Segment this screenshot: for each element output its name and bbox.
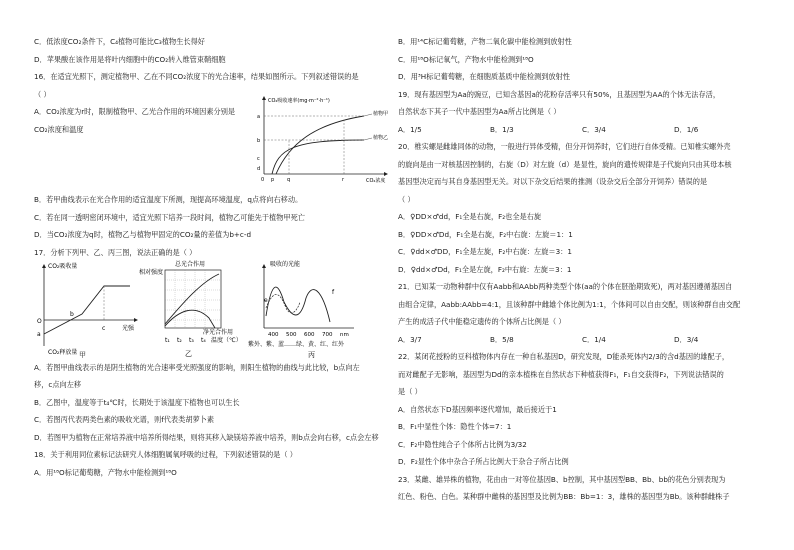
q17c-tick-nm: nm bbox=[340, 331, 349, 338]
q17b-side: 净光合作用 bbox=[203, 328, 234, 336]
q17-option-c: C．若图丙代表两类色素的吸收光谱，则f代表类胡萝卜素 bbox=[34, 415, 215, 424]
q17c-tick-700: 700 bbox=[322, 331, 333, 338]
q16-paren: （ ） bbox=[34, 89, 51, 99]
q20-stem-3: 基因型决定而与其自身基因型无关。对以下杂交后结果的推测（设杂交后全部分开饲养）错误的是 bbox=[398, 177, 708, 186]
q21-options bbox=[398, 334, 768, 345]
q17c-title: 吸收的光能 bbox=[270, 260, 301, 268]
q22-stem-1: 22．某闭花授粉的豆科植物体内存在一种自私基因D，研究发现，D能杀死体内2/3的含d基因的雄配子， bbox=[398, 352, 730, 361]
q16-xlabel: CO₂浓度 bbox=[366, 178, 386, 184]
q16-option-a2: CO₂浓度和温度 bbox=[34, 124, 84, 134]
q16-ytick-a: a bbox=[257, 114, 261, 120]
q16-xtick-q: q bbox=[287, 177, 291, 183]
q22-stem-3: 是（ ） bbox=[398, 387, 422, 396]
q21-option-d: D．3/4 bbox=[674, 334, 699, 344]
q17a-ylabel: CO₂吸收量 bbox=[48, 262, 78, 270]
q16-figure bbox=[254, 94, 394, 186]
q17b-xlabel: 温度（℃） bbox=[211, 336, 242, 344]
q17c-curve-e: e bbox=[264, 296, 268, 304]
q16-option-b: B．若甲曲线表示在光合作用的适宜温度下所测，现提高环境温度，q点将向右移动。 bbox=[34, 195, 303, 204]
q16-stem: 16．在适宜光照下，测定植物甲、乙在不同CO₂浓度下的光合速率，结果如图所示。下列叙述错误的是 bbox=[34, 72, 359, 81]
q19-option-b: B．1/3 bbox=[490, 124, 514, 134]
q20-option-d: D．♀dd×♂Dd，F₁全是左旋，F₂中右旋：左旋＝3：1 bbox=[398, 264, 572, 274]
q16-ylabel: CO₂吸收速率(mg·m⁻²·h⁻¹) bbox=[268, 98, 330, 104]
q17-option-d: D．若图甲为植物在正常培养液中培养所得结果，则将其移入缺镁培养液中培养，则b点会向右移，c点会左移 bbox=[34, 432, 379, 442]
q22-option-a: A．自然状态下D基因频率逐代增加，最后接近于1 bbox=[398, 404, 557, 414]
left-column bbox=[34, 36, 400, 478]
q19-option-d: D．1/6 bbox=[674, 124, 699, 134]
q17c-colors: 紫外、紫、蓝……绿、黄、红、红外 bbox=[248, 340, 345, 348]
q21-stem-1: 21．已知某一动物种群中仅有Aabb和AAbb两种类型个体(aa的个体在胚胎期致死)，两对基因遵循基因自 bbox=[398, 282, 733, 291]
q17b-title: 总光合作用 bbox=[175, 260, 206, 268]
q23-stem-2: 红色、粉色、白色。某种群中雌株的基因型及比例为BB：Bb=1：3，雄株的基因型为Bb。该种群雌株子 bbox=[398, 492, 730, 501]
q19-option-c: C．3/4 bbox=[582, 124, 606, 134]
q17b-ylabel: 相对强度 bbox=[139, 268, 164, 276]
q17a-sublabel: CO₂释放量 bbox=[48, 348, 78, 356]
q19-stem-1: 19．现有基因型为Aa的豌豆，已知含基因a的花粉存活率只有50%，且基因型为AA的个体无法存活， bbox=[398, 89, 721, 99]
q16-option-c: C．若在同一透明密闭环境中，适宜光照下培养一段时间，植物乙可能先于植物甲死亡 bbox=[34, 212, 305, 222]
q18-option-b: B．用¹⁴C标记葡萄糖，产物二氧化碳中能检测到放射性 bbox=[398, 37, 572, 46]
q17a-point-b: b bbox=[70, 310, 74, 318]
q18-option-d: D．用³H标记葡萄糖，在细胞质基质中能检测到放射性 bbox=[398, 72, 570, 81]
q17c-tick-400: 400 bbox=[268, 331, 279, 338]
q18-option-c: C．用¹⁸O标记氧气，产物水中能检测到¹⁸O bbox=[398, 54, 534, 64]
option-c-prev: C．低浓度CO₂条件下，C₄植物可能比C₃植物生长得好 bbox=[34, 37, 205, 46]
q18-stem: 18．关于利用同位素标记法研究人体细胞属氧呼吸的过程，下列叙述错误的是（ ） bbox=[34, 450, 297, 459]
q17-figure-a bbox=[34, 260, 144, 360]
q17c-tick-600: 600 bbox=[304, 331, 315, 338]
q17-figure-b bbox=[139, 258, 249, 360]
q21-option-c: C．1/4 bbox=[582, 334, 606, 344]
q23-stem-1: 23．某雌、雄异株的植物，花由由一对等位基因B、b控制，其中基因型BB、Bb、bb的花色分别表现为 bbox=[398, 474, 726, 484]
q16-xtick-p: p bbox=[271, 177, 275, 183]
q17a-point-c: c bbox=[102, 324, 106, 332]
q17a-curve bbox=[44, 286, 130, 334]
q22-option-d: D．F₂显性个体中杂合子所占比例大于杂合子所占比例 bbox=[398, 457, 569, 466]
q20-stem-1: 20．椎实螺是雌雄同体的动物，一般进行异体受精，但分开饲养时，它们进行自体受精。已知椎实螺外壳 bbox=[398, 142, 731, 151]
q17-option-b: B．乙图中，温度等于t₄℃时，长期处于该温度下植物也可以生长 bbox=[34, 397, 240, 407]
q21-option-a: A．3/7 bbox=[398, 334, 422, 344]
q20-option-a: A．♀DD×♂dd，F₁全是右旋，F₂也全是右旋 bbox=[398, 212, 542, 221]
q21-stem-2: 由组合定律，Aabb:AAbb=4:1，且该种群中雌雄个体比例为1:1，个体间可以自由交配，则该种群自由交配 bbox=[398, 299, 741, 309]
q17-option-a2: 移，c点向左移 bbox=[34, 380, 82, 389]
q17b-tick-1: t₁ bbox=[165, 336, 170, 344]
q16-xtick-r: r bbox=[342, 177, 345, 183]
q17-stem: 17．分析下列甲、乙、丙三图，说法正确的是（ ） bbox=[34, 247, 197, 257]
right-column bbox=[398, 36, 768, 502]
q20-option-c: C．♀dd×♂DD，F₁全是左旋，F₂中右旋：左旋＝3：1 bbox=[398, 247, 572, 256]
q17b-tick-4: t₄ bbox=[201, 336, 206, 344]
q16-ytick-d: d bbox=[257, 166, 261, 172]
q17a-xlabel: 光强 bbox=[122, 324, 135, 332]
q16-option-a1: A．CO₂浓度为r时，限制植物甲、乙光合作用的环境因素分别是 bbox=[34, 107, 236, 116]
q16-option-d: D．当CO₂浓度为q时，植物乙与植物甲固定的CO₂量的差值为b+c-d bbox=[34, 230, 252, 239]
q17a-origin: O bbox=[37, 317, 42, 325]
q17b-tick-3: t₃ bbox=[189, 336, 194, 344]
q17c-curve-f: f bbox=[332, 288, 335, 296]
legend-plant-a: 植物甲 bbox=[373, 111, 389, 117]
q20-paren: （ ） bbox=[398, 194, 415, 204]
legend-plant-b: 植物乙 bbox=[373, 135, 389, 141]
q17b-caption: 乙 bbox=[185, 349, 192, 358]
q21-option-b: B．5/8 bbox=[490, 334, 514, 344]
q20-stem-2: 的旋向是由一对核基因控制的，右旋（D）对左旋（d）是显性，旋向的遗传规律是子代旋向只由其母本核 bbox=[398, 159, 732, 169]
q22-stem-2: 而对雌配子无影响，基因型为Dd的亲本植株在自然状态下种植获得F₁，F₁自交获得F₂，下列说法错误的 bbox=[398, 369, 724, 379]
q17a-caption: 甲 bbox=[79, 350, 86, 359]
q17c-tick-500: 500 bbox=[286, 331, 297, 338]
q18-option-a: A．用¹⁸O标记葡萄糖，产物水中能检测到¹⁸O bbox=[34, 467, 177, 477]
q17b-tick-2: t₂ bbox=[177, 336, 182, 344]
q17-figure-c bbox=[244, 258, 384, 360]
q21-stem-3: 产生的成活子代中能稳定遗传的个体所占比例是（ ） bbox=[398, 317, 566, 326]
q20-option-b: B．♀DD×♂Dd，F₁全是右旋，F₂中右旋：左旋＝1：1 bbox=[398, 229, 573, 239]
q17-option-a1: A．若图甲曲线表示的是阴生植物的光合速率受光照强度的影响，则阳生植物的曲线与此比较，b点向左 bbox=[34, 362, 360, 372]
q16-ytick-b: b bbox=[257, 138, 261, 144]
q16-xtick-0: 0 bbox=[261, 177, 265, 183]
q19-option-a: A．1/5 bbox=[398, 124, 422, 134]
q17a-point-a: a bbox=[37, 330, 41, 338]
q19-options bbox=[398, 124, 768, 135]
q17c-caption: 丙 bbox=[308, 350, 315, 359]
q22-option-c: C．F₂中隐性纯合子个体所占比例为3/32 bbox=[398, 439, 527, 449]
q22-option-b: B．F₁中显性个体：隐性个体=7：1 bbox=[398, 422, 512, 431]
option-d-prev: D．苹果酸在该作用是将叶内细胞中的CO₂转入维管束鞘细胞 bbox=[34, 54, 226, 64]
q16-ytick-c: c bbox=[257, 156, 260, 162]
q19-stem-2: 自然状态下其子一代中基因型为Aa所占比例是（ ） bbox=[398, 107, 561, 116]
